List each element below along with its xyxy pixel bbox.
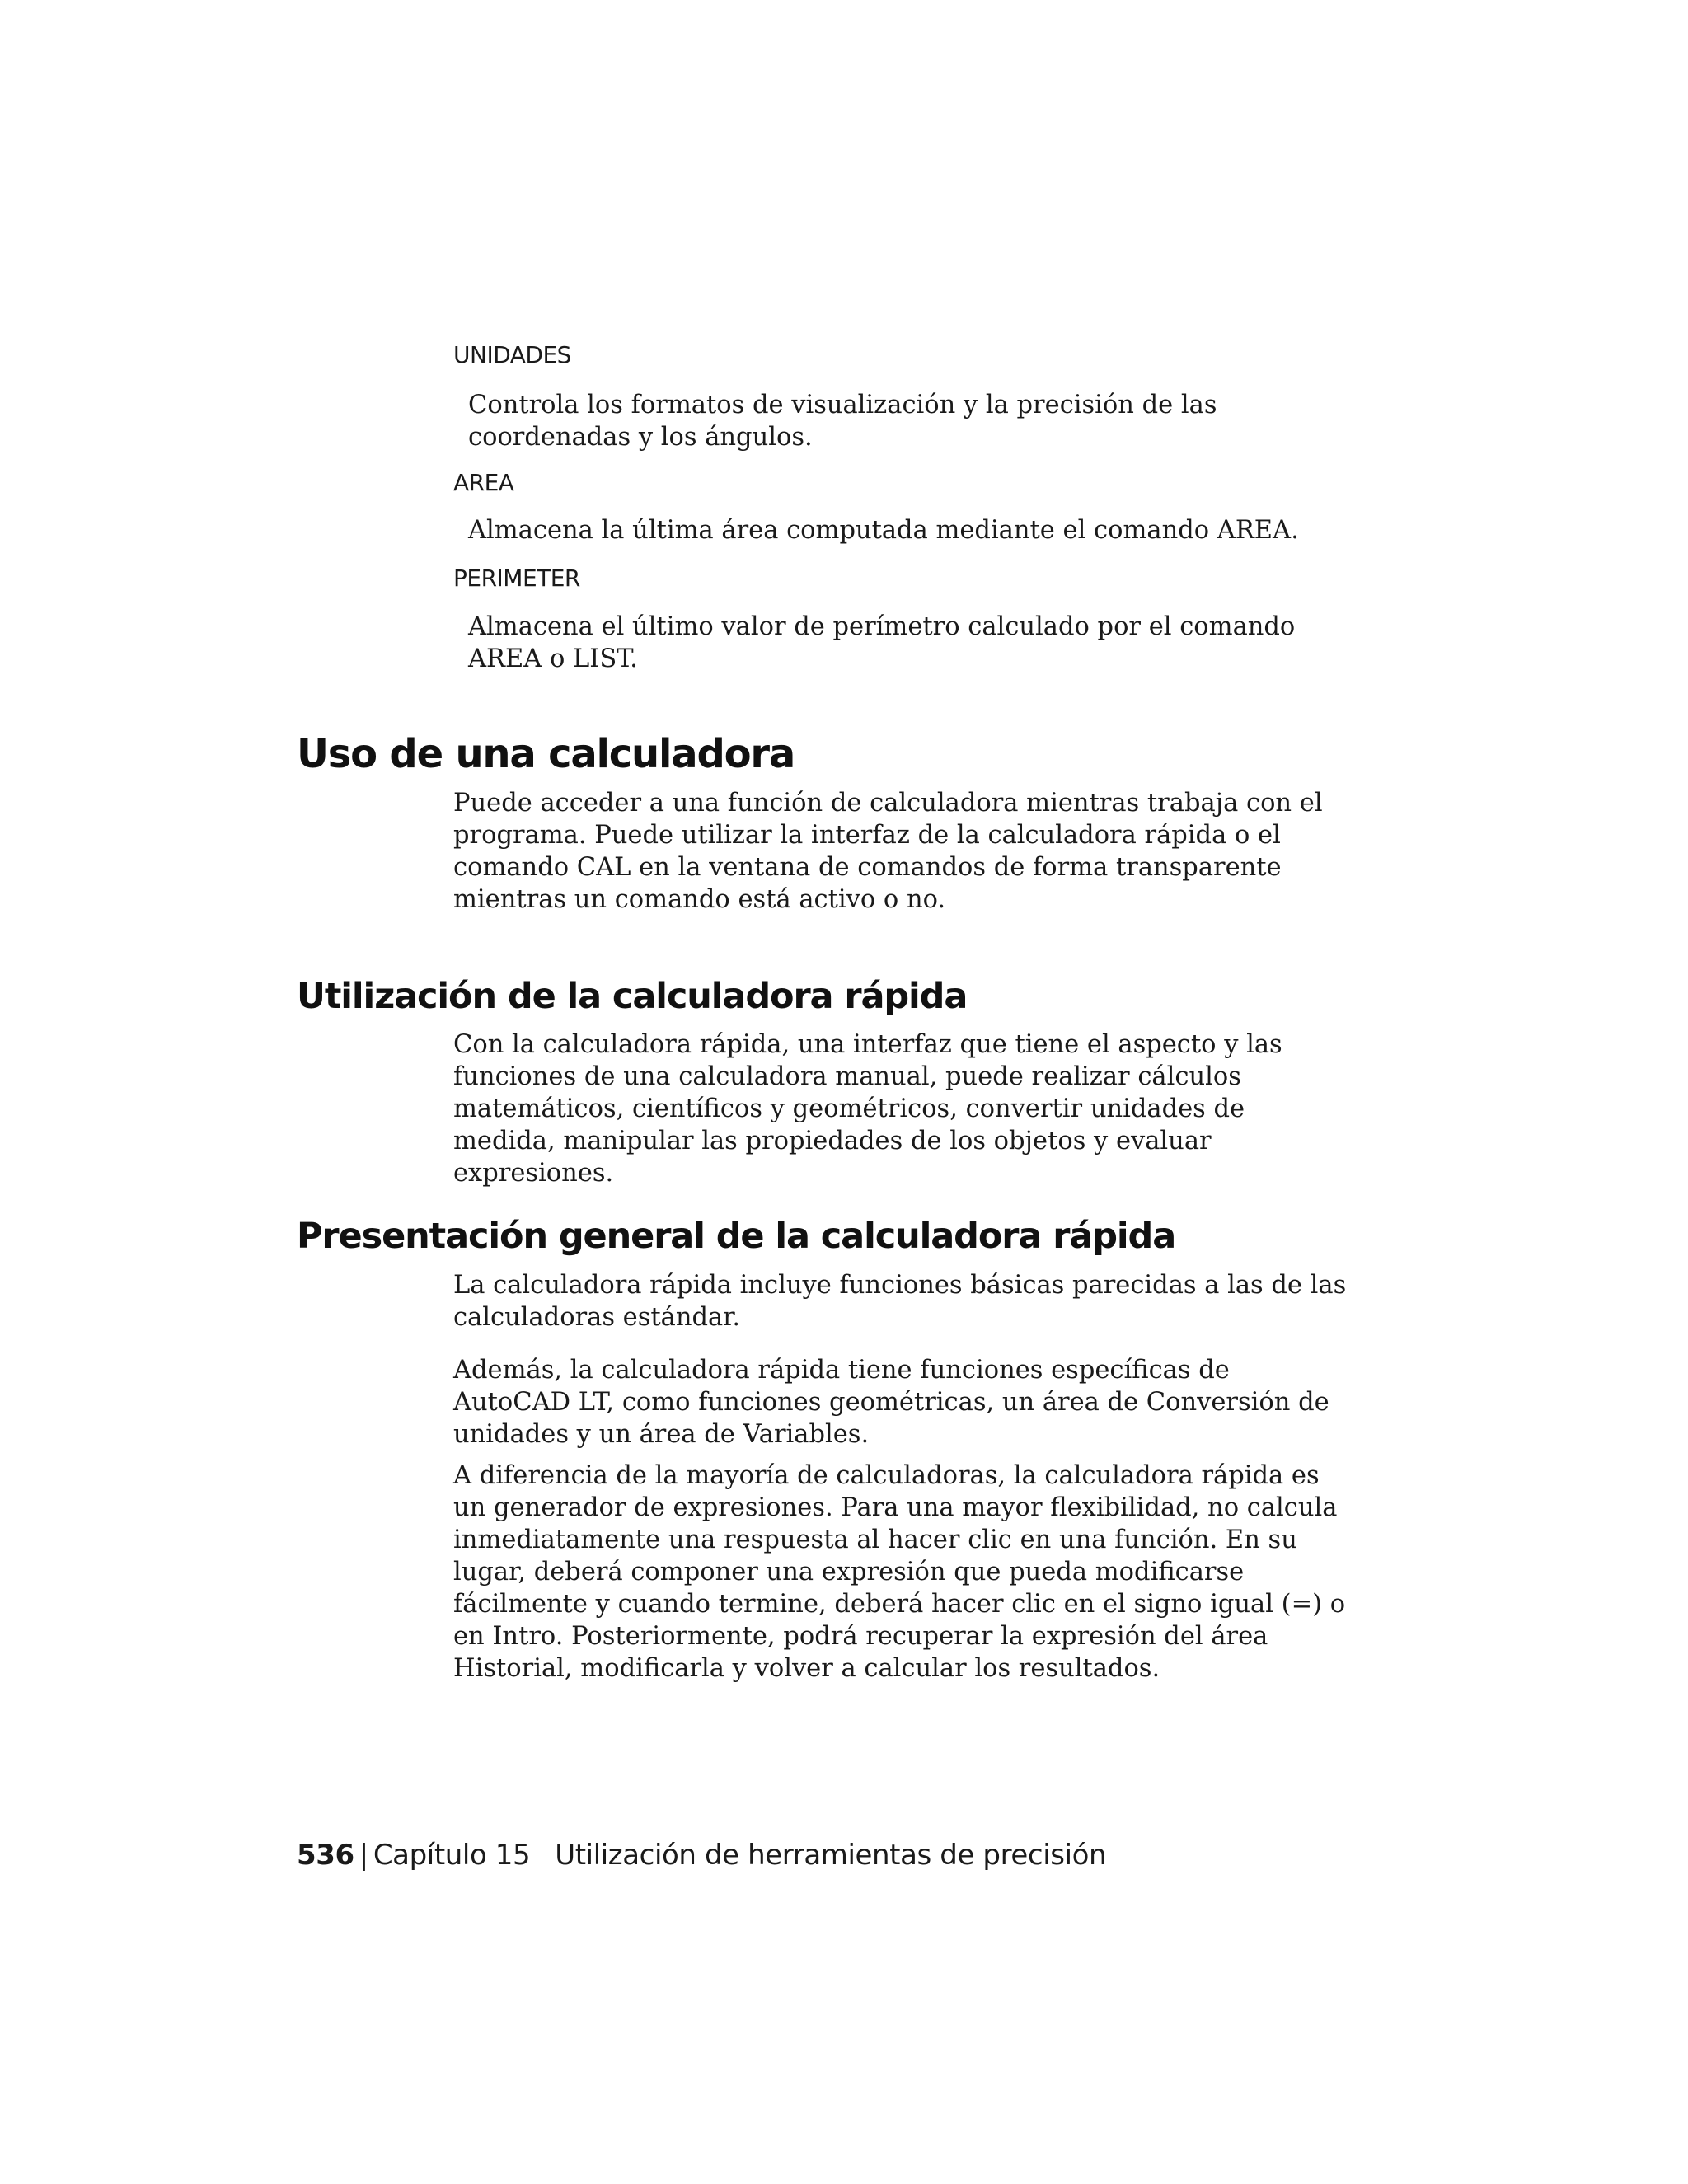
subsection-heading: Utilización de la calculadora rápida [297,976,968,1017]
section-paragraph: A diferencia de la mayoría de calculadoras, la calculadora rápida es un generador de expresiones. Para una mayor flexibilidad, no calcula inmediatamente una respuesta al hacer clic en una función. En su lugar, deberá componer una expresión que pueda modificarse fácilmente y cuando termine, deberá hacer clic en el signo igual (=) o en Intro. Posteriormente, podrá recuperar la expresión del área Historial, modificarla y volver a calcular los resultados. [453,1461,1346,1683]
footer-separator: | [359,1839,368,1872]
definition-term: PERIMETER [453,565,580,592]
definition-term: UNIDADES [453,341,571,368]
section-paragraph: Además, la calculadora rápida tiene funciones específicas de AutoCAD LT, como funciones geométricas, un área de Conversión de unidades y un área de Variables. [453,1356,1329,1449]
definition-text: Almacena la última área computada mediante el comando AREA. [468,516,1299,545]
section-paragraph: La calculadora rápida incluye funciones básicas parecidas a las de las calculadoras estándar. [453,1271,1347,1332]
definition-text: Almacena el último valor de perímetro calculado por el comando AREA o LIST. [468,612,1296,673]
chapter-title: Utilización de herramientas de precisión [555,1839,1107,1872]
section-paragraph: Puede acceder a una función de calculadora mientras trabaja con el programa. Puede utilizar la interfaz de la calculadora rápida o el comando CAL en la ventana de comandos de forma transparente mientras un comando está activo o no. [453,789,1323,914]
subsection-heading: Presentación general de la calculadora rápida [297,1216,1176,1257]
page-footer [297,1838,1106,1872]
page-number: 536 [297,1839,354,1872]
definition-text: Controla los formatos de visualización y la precisión de las coordenadas y los ángulos. [468,391,1217,452]
definition-term: AREA [453,469,514,496]
section-paragraph: Con la calculadora rápida, una interfaz que tiene el aspecto y las funciones de una calculadora manual, puede realizar cálculos matemáticos, científicos y geométricos, convertir unidades de medida, manipular las propiedades de los objetos y evaluar expresiones. [453,1030,1282,1188]
section-heading: Uso de una calculadora [297,731,795,777]
chapter-label: Capítulo 15 [373,1839,531,1872]
